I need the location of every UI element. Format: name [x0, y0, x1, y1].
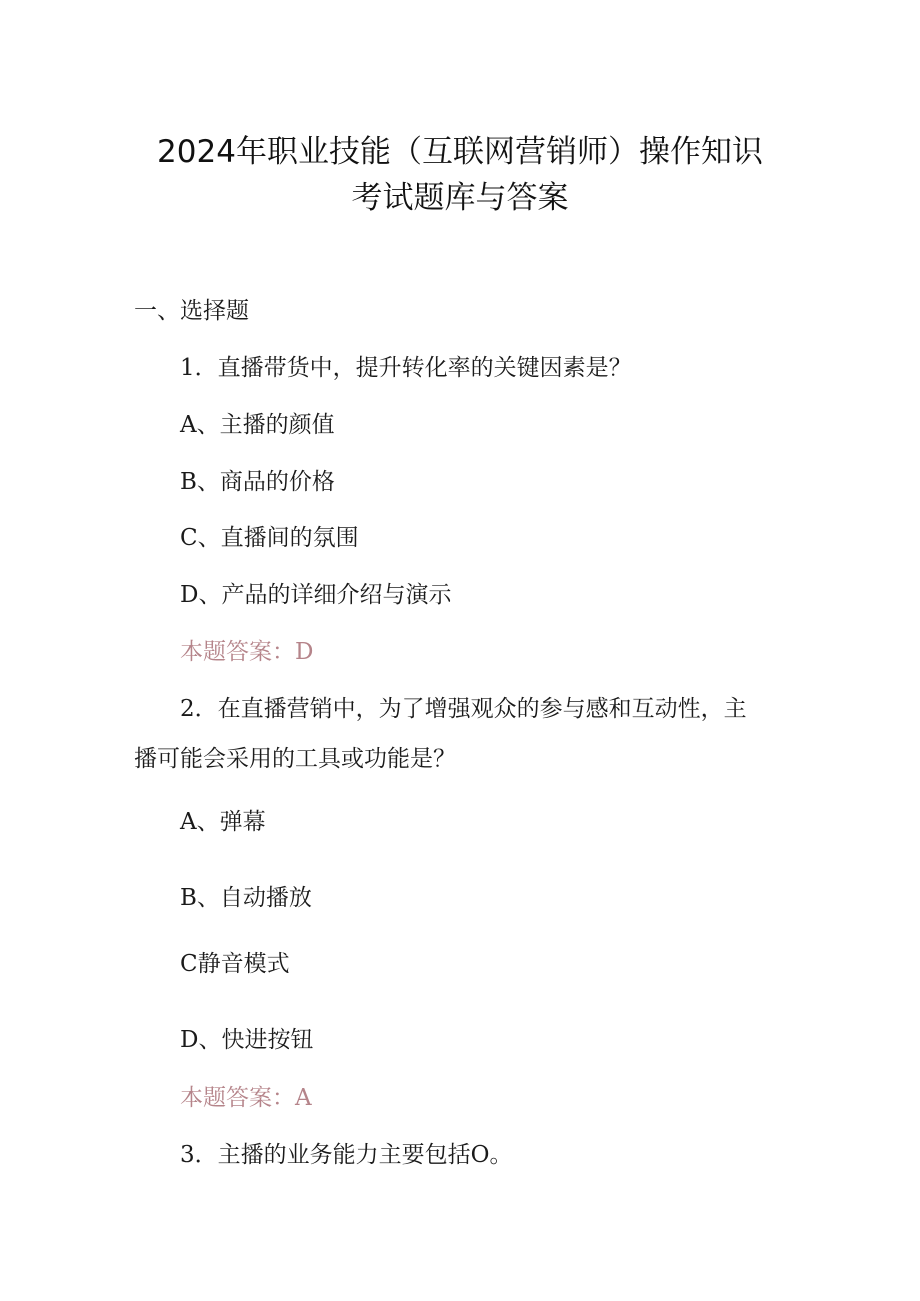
section-heading: 一、选择题 — [134, 298, 249, 324]
question-1-option-a: A、主播的颜值 — [180, 412, 335, 438]
question-3-stem: 3．主播的业务能力主要包括O。 — [180, 1142, 513, 1168]
question-1-option-b: B、商品的价格 — [180, 469, 335, 495]
document-title-line1: 2024年职业技能（互联网营销师）操作知识 — [157, 134, 763, 170]
question-2-option-b: B、自动播放 — [180, 885, 312, 911]
question-1-stem: 1．直播带货中，提升转化率的关键因素是？ — [180, 355, 632, 381]
question-2-answer: 本题答案：A — [180, 1085, 312, 1111]
question-2-option-c: C静音模式 — [180, 951, 290, 977]
document-title-line2: 考试题库与答案 — [351, 180, 569, 216]
question-2-stem-line1: 2．在直播营销中，为了增强观众的参与感和互动性，主 — [180, 696, 747, 722]
question-1-option-d: D、产品的详细介绍与演示 — [180, 582, 452, 608]
question-1-option-c: C、直播间的氛围 — [180, 525, 359, 551]
question-2-stem-line2: 播可能会采用的工具或功能是？ — [134, 746, 456, 772]
question-2-option-a: A、弹幕 — [180, 809, 266, 835]
question-2-option-d: D、快进按钮 — [180, 1027, 314, 1053]
question-1-answer: 本题答案：D — [180, 639, 314, 665]
